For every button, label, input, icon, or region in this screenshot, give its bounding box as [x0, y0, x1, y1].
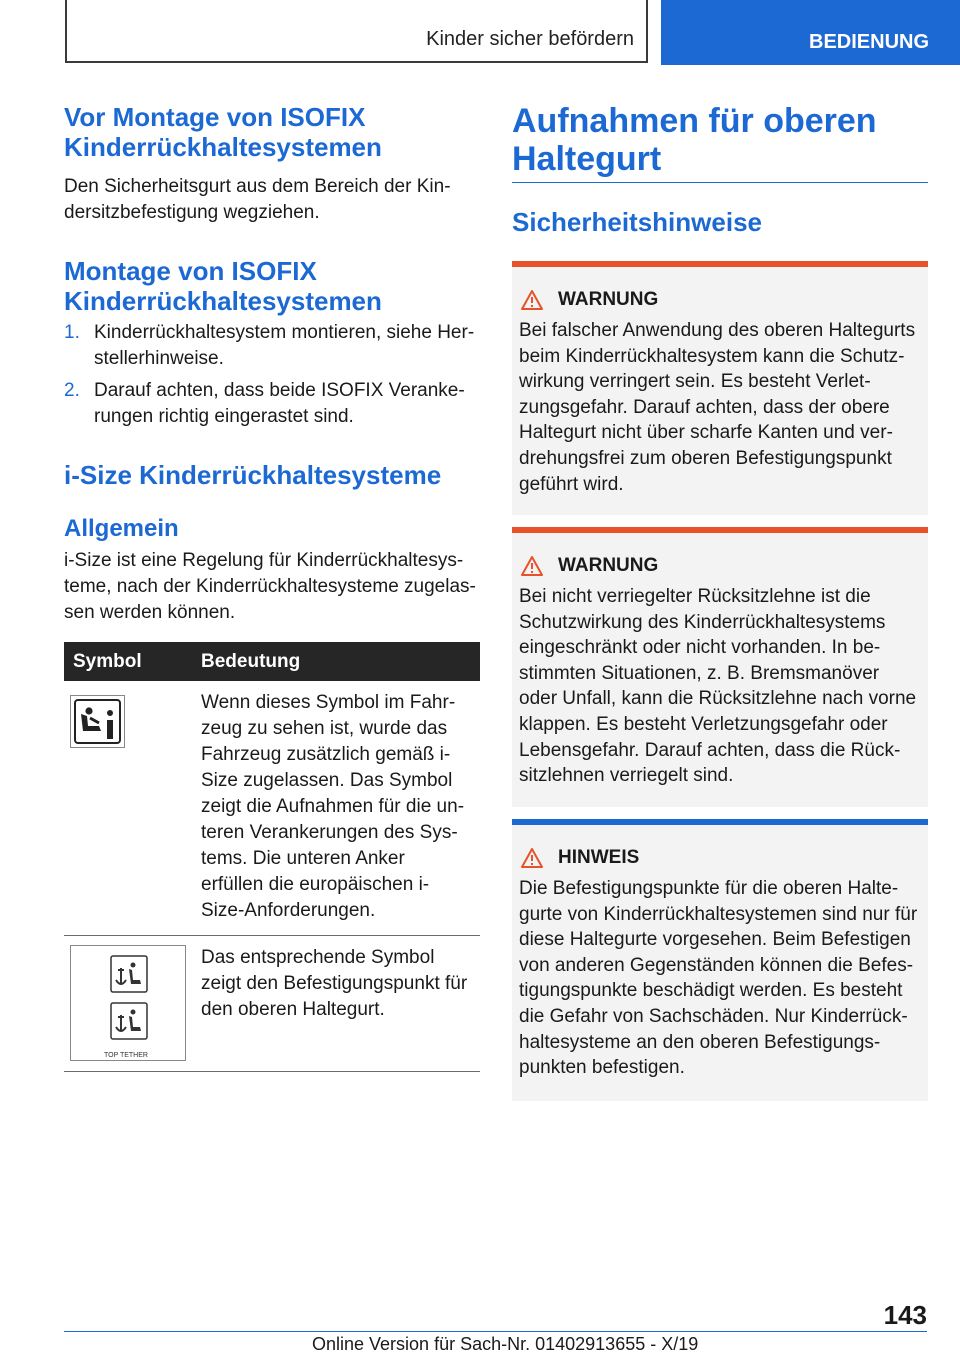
list-item [64, 378, 480, 430]
meaning-cell: Wenn dieses Symbol im Fahrzeug zu sehen ist, wurde das Fahrzeug zusätzlich gemäß i-Size zugelassen. Das Symbol zeigt die Aufnahmen für die unteren Verankerungen des Systems. Die unteren Anker erfüllen die europäischen i-Size-Anforderungen. [192, 681, 480, 936]
heading-isize: i-Size Kinderrückhaltesysteme [64, 460, 442, 490]
heading-mounting: Montage von ISOFIX Kinderrückhaltesystemen [64, 256, 382, 316]
warning-title: WARNUNG [558, 555, 659, 576]
page-number: 143 [883, 1300, 927, 1330]
paragraph-before-mounting: Den Sicherheitsgurt aus dem Bereich der Kindersitzbefestigung wegziehen. [64, 176, 451, 223]
warning-title: WARNUNG [558, 289, 659, 310]
table-header-row [64, 642, 480, 681]
warning-triangle-icon [520, 289, 544, 316]
heading-safety-notes: Sicherheitshinweise [512, 207, 762, 237]
warning-text: Bei nicht verriegelter Rücksitzlehne ist die Schutzwirkung des Kinderrückhaltesystems eingeschränkt oder nicht vorhanden. In bestimmten Situationen, z. B. Bremsmanöver oder Unfall, kann die Rücksitzlehne nach vorne klappen. Es besteht Verletzungsgefahr oder Lebensgefahr. Darauf achten, dass die Rücksitzlehnen verriegelt sind. [519, 586, 917, 787]
column-header-meaning: Bedeutung [192, 642, 480, 681]
header-section-box [65, 0, 648, 63]
isize-child-seat-icon [70, 695, 125, 748]
warning-triangle-icon [520, 555, 544, 582]
heading-top-tether: Aufnahmen für oberen Haltegurt [512, 102, 928, 183]
step-number: 1. [64, 322, 80, 343]
step-number: 2. [64, 380, 80, 401]
column-header-symbol: Symbol [64, 642, 192, 681]
symbol-cell [64, 936, 192, 1072]
mounting-steps [64, 320, 480, 430]
paragraph-general: i-Size ist eine Regelung für Kinderrückhaltesysteme, nach der Kinderrückhaltesysteme zugelassen werden können. [64, 550, 476, 623]
meaning-cell: Das entsprechende Symbol zeigt den Befestigungspunkt für den oberen Haltegurt. [192, 936, 480, 1072]
left-column [64, 102, 480, 1072]
warning-box [512, 527, 928, 807]
notice-box [512, 819, 928, 1101]
top-tether-anchor-icon [70, 945, 186, 1061]
step-text: Kinderrückhaltesystem montieren, siehe Herstellerhinweise. [94, 322, 475, 369]
heading-general: Allgemein [64, 515, 179, 542]
table-row [64, 936, 480, 1072]
warning-text: Bei falscher Anwendung des oberen Haltegurts beim Kinderrückhaltesystem kann die Schutzwirkung verringert sein. Es besteht Verletzungsgefahr. Darauf achten, dass der obere Haltegurt nicht über scharfe Kanten und verdrehungsfrei zum oberen Befestigungspunkt geführt wird. [519, 320, 916, 495]
notice-text: Die Befestigungspunkte für die oberen Haltegurte von Kinderrückhaltesystemen sind nur für diese Haltegurte vorgesehen. Beim Befestigen von anderen Gegenständen können die Befestigungspunkte beschädigt werden. Es besteht die Gefahr von Sachschäden. Nur Kinderrückhaltesysteme an den oberen Befestigungspunkten befestigen. [519, 878, 918, 1079]
notice-title: HINWEIS [558, 847, 640, 868]
notice-triangle-icon [520, 847, 544, 874]
chapter-title: BEDIENUNG [809, 31, 930, 53]
heading-before-mounting: Vor Montage von ISOFIX Kinderrückhaltesystemen [64, 102, 382, 162]
section-title: Kinder sicher befördern [426, 28, 634, 50]
step-text: Darauf achten, dass beide ISOFIX Verankerungen richtig eingerastet sind. [94, 380, 465, 427]
symbol-cell [64, 681, 192, 936]
list-item [64, 320, 480, 372]
chapter-tab [661, 0, 960, 65]
warning-box [512, 261, 928, 515]
top-tether-label: TOP TETHER [104, 1052, 148, 1059]
right-column [512, 102, 928, 1101]
footer-online-version: Online Version für Sach-Nr. 01402913655 - X/19 [312, 1334, 699, 1354]
table-row [64, 681, 480, 936]
symbol-table [64, 642, 480, 1072]
footer-divider [64, 1331, 927, 1332]
